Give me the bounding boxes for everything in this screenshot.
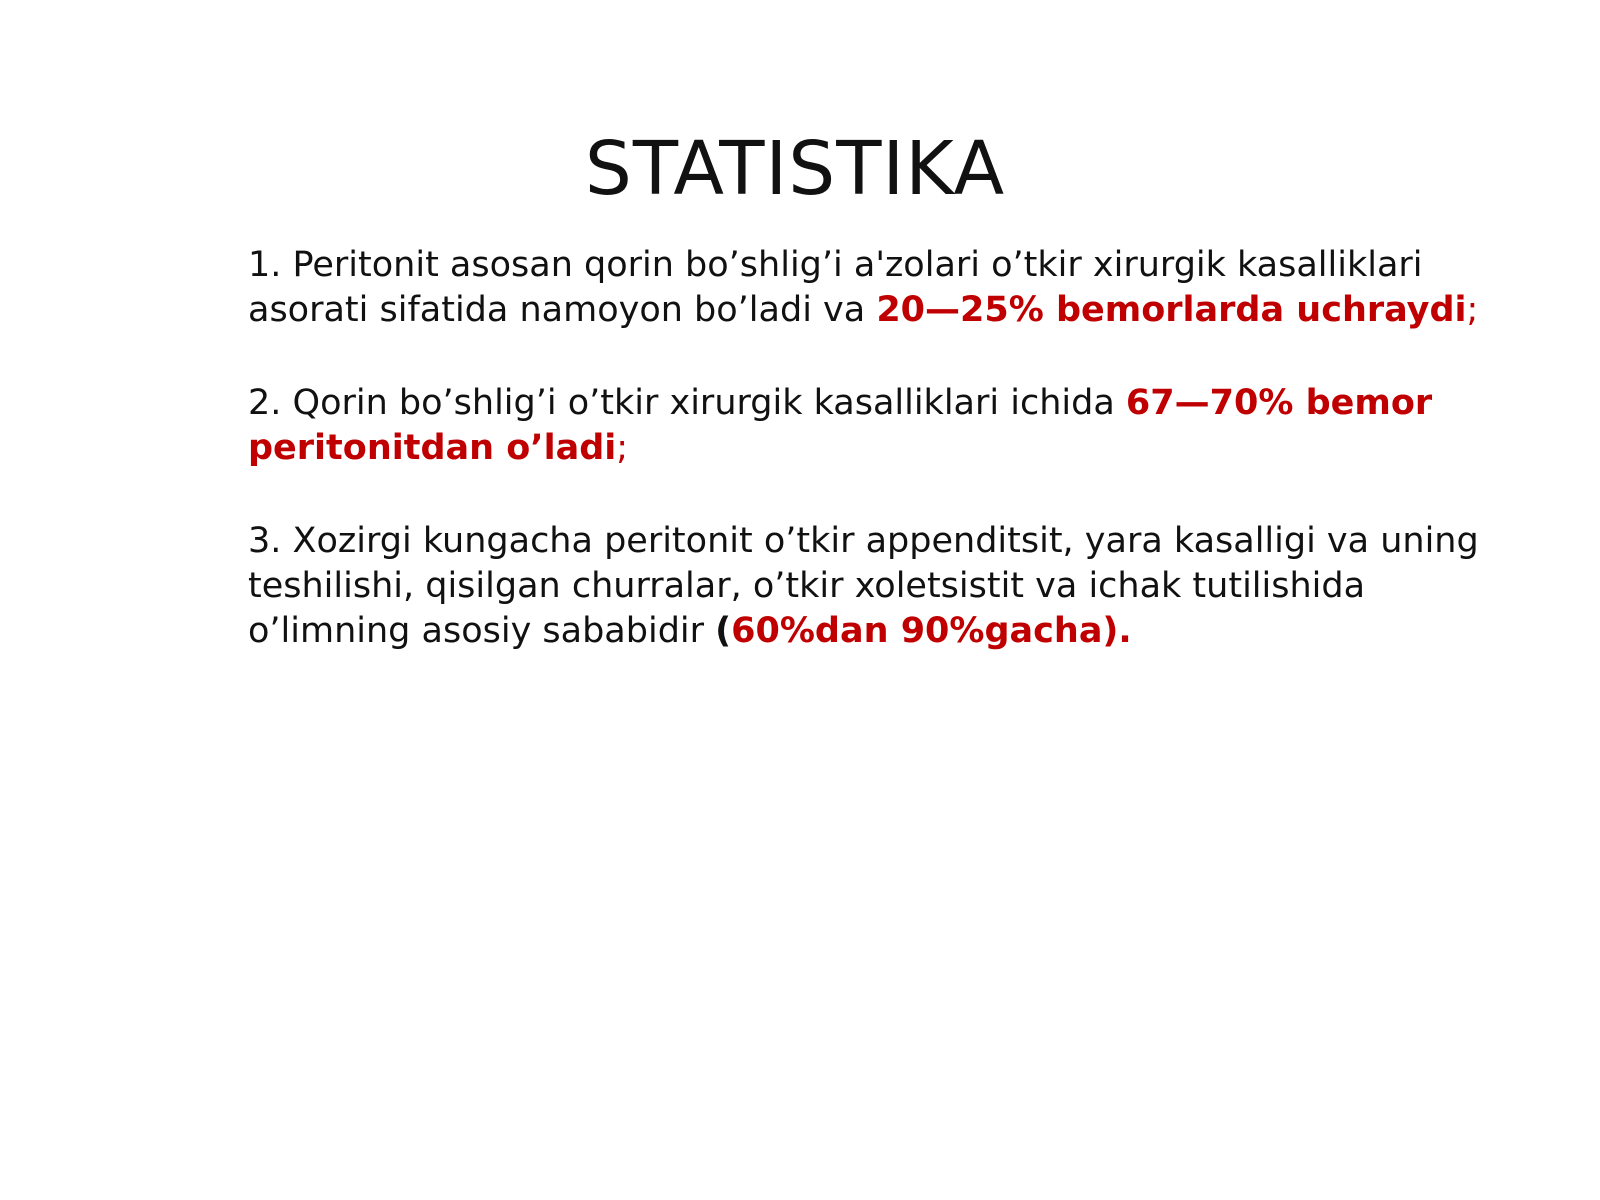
statistic-item-2 xyxy=(248,381,1498,471)
item-3-highlight: 60%dan 90%gacha). xyxy=(731,611,1132,651)
item-2-text: 2. Qorin bo’shlig’i o’tkir xirurgik kasalliklari ichida xyxy=(248,383,1126,423)
item-1-suffix: ; xyxy=(1466,290,1479,330)
slide-title: STATISTIKA xyxy=(584,125,1006,212)
slide-content xyxy=(248,243,1498,702)
statistic-item-1 xyxy=(248,243,1498,333)
item-1-highlight: 20—25% bemorlarda uchraydi xyxy=(876,290,1467,330)
item-1-text: 1. Peritonit asosan qorin bo’shlig’i a'zolari o’tkir xirurgik kasalliklari asorati sifatida namoyon bo’ladi va xyxy=(248,245,1423,330)
item-3-open-paren: ( xyxy=(715,611,732,651)
item-2-highlight: 67—70% bemor peritonitdan o’ladi xyxy=(248,383,1433,468)
statistic-item-3 xyxy=(248,519,1498,654)
item-3-text: 3. Xozirgi kungacha peritonit o’tkir appenditsit, yara kasalligi va uning teshilishi, qisilgan churralar, o’tkir xoletsistit va ichak tutilishida o’limning asosiy sababidir xyxy=(248,521,1479,651)
item-2-suffix: ; xyxy=(616,428,629,468)
